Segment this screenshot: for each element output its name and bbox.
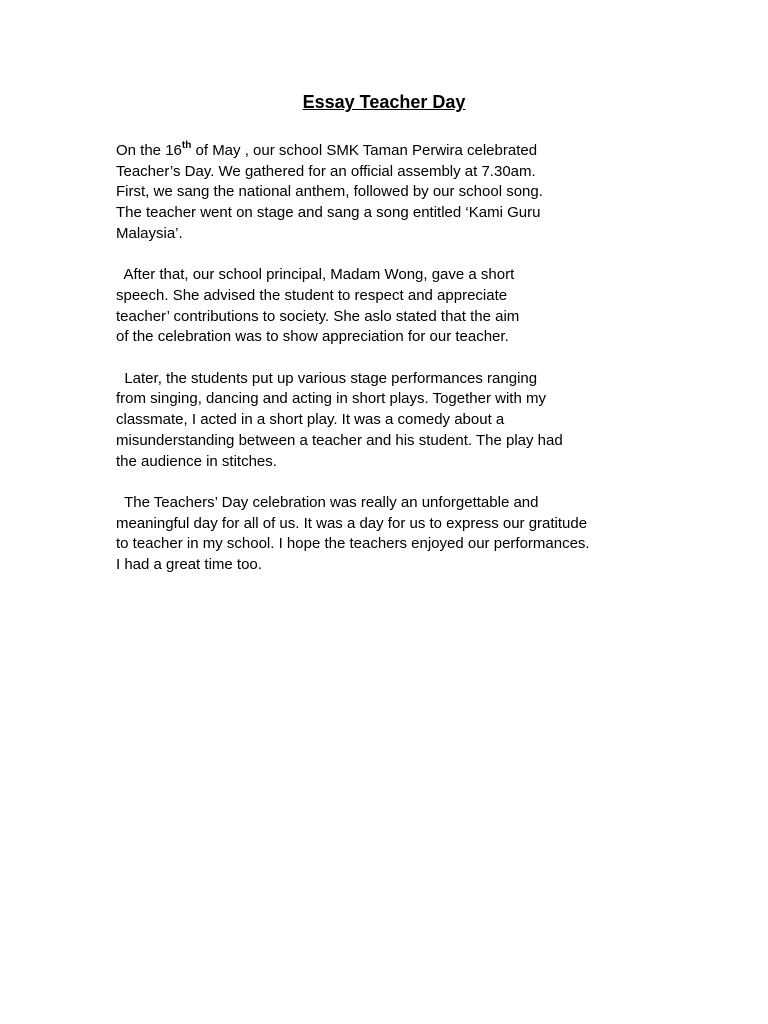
- date-text: On the 16: [116, 142, 182, 159]
- paragraph-line: Malaysia’.: [116, 224, 183, 242]
- paragraph-4: [116, 493, 676, 576]
- paragraph-3: [116, 369, 676, 473]
- paragraph-2: [116, 265, 676, 348]
- line-text: of May , our school SMK Taman Perwira celebrated: [191, 142, 538, 159]
- paragraph-line: [116, 141, 676, 162]
- paragraph-line: Later, the students put up various stage performances ranging: [116, 369, 538, 387]
- paragraph-line: teacher’ contributions to society. She aslo stated that the aim: [116, 307, 520, 325]
- paragraph-line: First, we sang the national anthem, followed by our school song.: [116, 183, 543, 201]
- paragraph-line: misunderstanding between a teacher and his student. The play had: [116, 431, 563, 449]
- paragraph-line: to teacher in my school. I hope the teachers enjoyed our performances.: [116, 535, 590, 553]
- paragraph-line: I had a great time too.: [116, 556, 262, 574]
- essay-body: [116, 141, 676, 596]
- essay-title: Essay Teacher Day: [302, 92, 466, 112]
- ordinal-superscript: th: [181, 140, 192, 151]
- paragraph-line: The teacher went on stage and sang a song entitled ‘Kami Guru: [116, 204, 541, 222]
- paragraph-line: the audience in stitches.: [116, 452, 277, 470]
- paragraph-1: [116, 141, 676, 245]
- paragraph-line: Teacher’s Day. We gathered for an official assembly at 7.30am.: [116, 162, 536, 180]
- paragraph-line: After that, our school principal, Madam Wong, gave a short: [116, 266, 515, 284]
- paragraph-line: speech. She advised the student to respect and appreciate: [116, 286, 508, 304]
- paragraph-line: classmate, I acted in a short play. It was a comedy about a: [116, 411, 505, 429]
- paragraph-line: of the celebration was to show appreciation for our teacher.: [116, 328, 509, 346]
- paragraph-line: from singing, dancing and acting in short plays. Together with my: [116, 390, 546, 408]
- paragraph-line: meaningful day for all of us. It was a day for us to express our gratitude: [116, 514, 588, 532]
- paragraph-line: The Teachers’ Day celebration was really an unforgettable and: [116, 493, 539, 511]
